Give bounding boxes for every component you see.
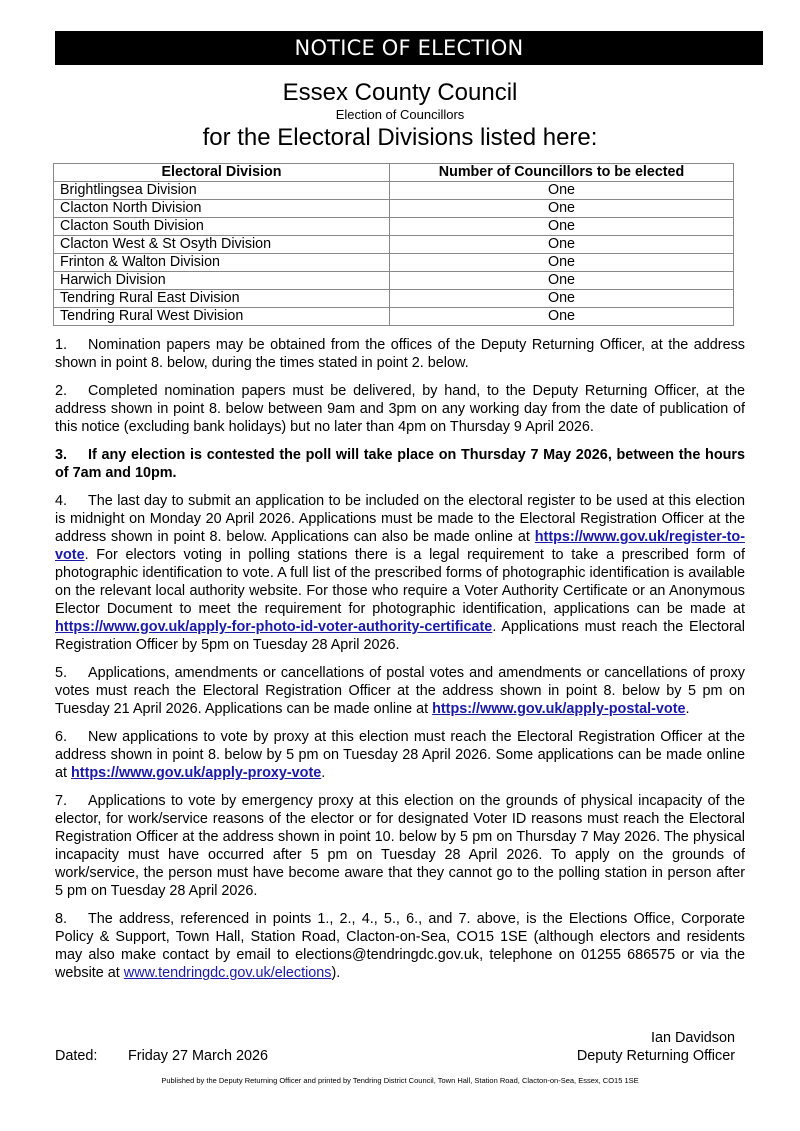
table-row [54, 182, 734, 200]
table-header-row [54, 164, 734, 182]
councillor-count: One [390, 290, 734, 308]
division-name: Brightlingsea Division [54, 182, 390, 200]
paragraph-number: 6. [55, 729, 68, 745]
division-name: Harwich Division [54, 272, 390, 290]
paragraph-text: . Applications must reach the Electoral Registration Officer by 5pm on Tuesday 28 April 2026. [55, 619, 745, 653]
paragraph-8 [55, 910, 745, 982]
table-row [54, 290, 734, 308]
paragraph-2 [55, 382, 745, 436]
paragraph-text: . [685, 701, 690, 717]
table-row [54, 254, 734, 272]
paragraph-text: . For electors voting in polling stations there is a legal requirement to take a prescribed form of photographic identification to vote. A full list of the prescribed forms of photographic identification is available on the relevant local authority website. For those who require a Voter Authority Certificate or an Anonymous Elector Document to meet the requirement for photographic identification, applications can be made at [55, 547, 745, 617]
table-row [54, 218, 734, 236]
paragraph-text: The address, referenced in points 1., 2., 4., 5., 6., and 7. above, is the Elections Office, Corporate Policy & Support, Town Hall, Station Road, Clacton-on-Sea, CO15 1SE (although electors and residents may also make contact by email to elections@tendringdc.gov.uk, telephone on 01255 686575 or via the website at [55, 911, 745, 981]
paragraph-number: 7. [55, 793, 68, 809]
paragraph-text: New applications to vote by proxy at this election must reach the Electoral Registration Officer at the address shown in point 8. below by 5 pm on Tuesday 28 April 2026. Some applications can be made online at [55, 729, 745, 781]
paragraph-text: If any election is contested the poll will take place on Thursday 7 May 2026, between the hours of 7am and 10pm. [55, 447, 745, 481]
dated-label: Dated: [55, 1048, 98, 1064]
paragraph-6 [55, 728, 745, 782]
paragraph-number: 8. [55, 911, 68, 927]
voter-authority-certificate-link[interactable]: https://www.gov.uk/apply-for-photo-id-voter-authority-certificate [55, 619, 493, 635]
officer-name: Ian Davidson [651, 1030, 735, 1046]
paragraph-number: 5. [55, 665, 68, 681]
paragraph-number: 2. [55, 383, 68, 399]
paragraph-text: Completed nomination papers must be delivered, by hand, to the Deputy Returning Officer, at the address shown in point 8. below between 9am and 3pm on any working day from the date of publication of this notice (excluding bank holidays) but no later than 4pm on Thursday 9 April 2026. [55, 383, 745, 435]
council-name: Essex County Council [282, 79, 518, 106]
councillor-count: One [390, 272, 734, 290]
paragraph-3-poll-date [55, 446, 745, 482]
divisions-table [53, 163, 734, 326]
paragraph-text: Applications to vote by emergency proxy at this election on the grounds of physical incapacity of the elector, for work/service reasons of the elector or for designated Voter ID reasons must reach the Electoral Registration Officer at the address shown in point 10. below by 5 pm on Thursday 7 May 2026. The physical incapacity must have occurred after 5 pm on Tuesday 28 April 2026. To apply on the grounds of work/service, the person must have become aware that they cannot go to the polling station in person after 5 pm on Tuesday 28 April 2026. [55, 793, 745, 899]
table-row [54, 272, 734, 290]
division-name: Tendring Rural East Division [54, 290, 390, 308]
register-to-vote-link[interactable]: https://www.gov.uk/register-to-vote [55, 529, 745, 563]
councillor-count: One [390, 182, 734, 200]
paragraph-text: Applications, amendments or cancellations of postal votes and amendments or cancellations of proxy votes must reach the Electoral Registration Officer at the address shown in point 8. below by 5 pm on Tuesday 21 April 2026. Applications can be made online at [55, 665, 745, 717]
councillor-count: One [390, 308, 734, 326]
councillor-count: One [390, 218, 734, 236]
paragraph-1 [55, 336, 745, 372]
table-row [54, 200, 734, 218]
dated-value: Friday 27 March 2026 [128, 1048, 268, 1064]
paragraph-number: 3. [55, 447, 68, 463]
councillor-count: One [390, 254, 734, 272]
paragraph-4 [55, 492, 745, 654]
paragraph-number: 4. [55, 493, 68, 509]
apply-proxy-vote-link[interactable]: https://www.gov.uk/apply-proxy-vote [71, 765, 322, 781]
division-name: Frinton & Walton Division [54, 254, 390, 272]
councillor-count: One [390, 236, 734, 254]
paragraph-text: The last day to submit an application to be included on the electoral register to be used at this election is midnight on Monday 20 April 2026. Applications must be made to the Electoral Registration Officer at the address shown in point 8. below. Applications can also be made online at [55, 493, 745, 545]
table-row [54, 236, 734, 254]
division-name: Clacton West & St Osyth Division [54, 236, 390, 254]
paragraph-7 [55, 792, 745, 900]
divisions-heading: for the Electoral Divisions listed here: [202, 124, 598, 151]
officer-role: Deputy Returning Officer [576, 1048, 735, 1064]
notice-banner: NOTICE OF ELECTION [55, 31, 763, 65]
publisher-footer: Published by the Deputy Returning Officer and printed by Tendring District Council, Town Hall, Station Road, Clacton-on-Sea, Essex, CO15 1SE [161, 1076, 639, 1085]
column-header-division: Electoral Division [54, 164, 390, 182]
division-name: Clacton South Division [54, 218, 390, 236]
division-name: Tendring Rural West Division [54, 308, 390, 326]
notice-body [55, 336, 745, 992]
paragraph-text: . [321, 765, 326, 781]
table-row [54, 308, 734, 326]
paragraph-text: Nomination papers may be obtained from the offices of the Deputy Returning Officer, at the address shown in point 8. below, during the times stated in point 2. below. [55, 337, 745, 371]
elections-website-link[interactable]: www.tendringdc.gov.uk/elections [123, 965, 332, 981]
paragraph-number: 1. [55, 337, 68, 353]
column-header-councillors: Number of Councillors to be elected [390, 164, 734, 182]
councillor-count: One [390, 200, 734, 218]
election-subtitle: Election of Councillors [335, 107, 465, 122]
paragraph-5 [55, 664, 745, 718]
paragraph-text: ). [331, 965, 341, 981]
apply-postal-vote-link[interactable]: https://www.gov.uk/apply-postal-vote [432, 701, 686, 717]
division-name: Clacton North Division [54, 200, 390, 218]
